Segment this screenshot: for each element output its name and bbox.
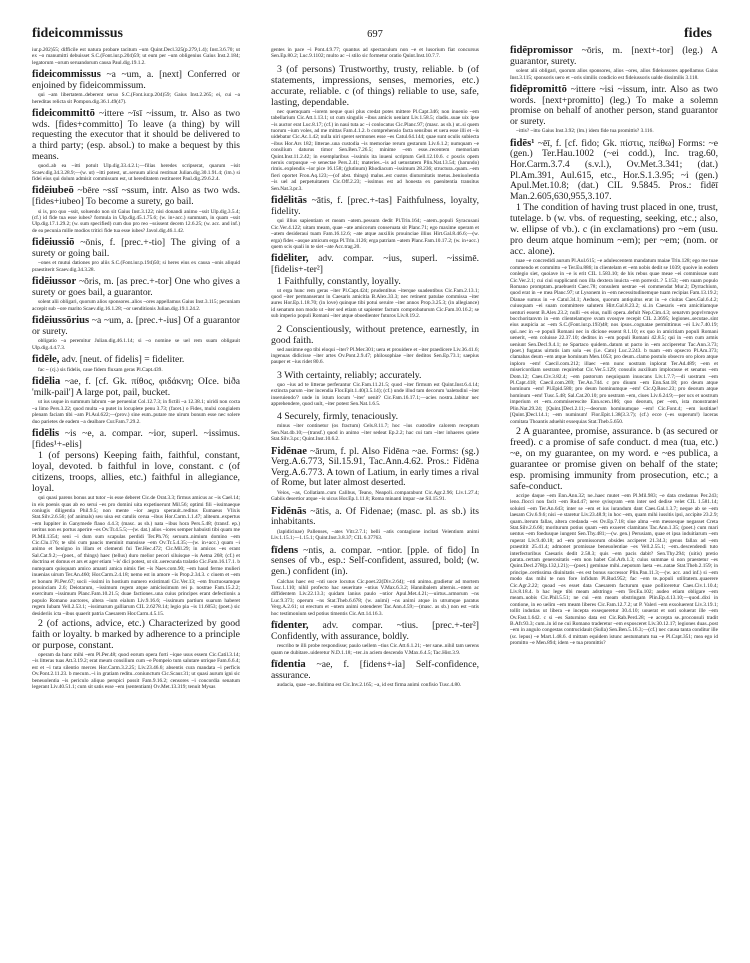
citation-block: si is, pro quo ~ssit, soluendo non sit Gaius Inst.3.122; nisi donandi animo ~ssit Ulp.dig.3.5.4; (cf.) id fide tua esse iubes? formula in Ulp.dig.45.1.75.6; (w. in+acc.) summam, in quam ~ssit Ulp.dig.17.1.29.2; (w. sum specified) cum duo pro reo ~ssissent decem 12.6.25; (w. acc. and inf.) de ea pecunia mille modios tritici fide tua esse iubes? Javol.dig.46.1.42. [32, 208, 240, 234]
definition-text: adv. [neut. of fidelis] = fideliter. [61, 354, 185, 366]
column-3 [510, 46, 718, 651]
entry-definition-line [510, 85, 718, 127]
definition-text: ~ae, f. [fidens+-ia] Self-confidence, assurance. [271, 659, 479, 681]
definition-text: ~bēre ~ssī ~ssum, intr. Also as two wds. [fides+iubeo] To become a surety, go bail. [32, 185, 240, 207]
entry-definition-line [271, 546, 479, 578]
entry-definition-line [271, 507, 479, 528]
citation-block: iur.p.202)55; difficile est natura probare tacitum ~um Quint.Decl.325(p.279,1.4); Inst.3.6.70; ut ex ~o manumitti debuisset S.C.(Font.iur.p.204)59; ut eum per ~um obligenius Gaius Inst.2.184; legatorum ~orum seruandorum causa Paul.dig.19.1.2. [32, 47, 240, 66]
citation-block: audacia, quae ~ae..finitima est Cic.Inv.2.165; ~a, id est firma animi confisio Tusc.4.80. [277, 682, 462, 689]
entry-definition-line [32, 429, 240, 450]
entry-definition-line [32, 109, 240, 162]
definition-text: ~ntis, a. compar. ~ntior. [pple. of fido] In senses of vb., esp.: Self-confident, assured, bold; (w. gen.) confident (in). [271, 544, 479, 577]
definition-text: ~ae, f. [cf. Gk. πίθος, φιδάκνη; OIce. biða 'milk-pail'] A large pot, pail, bucket. [32, 376, 241, 398]
sense-definition: 1 (of persons) Keeping faith, faithful, constant, loyal, devoted. b faithful in love, constant. c (of citizens, troops, allies, etc.) faithful in allegiance, loyal. [32, 450, 240, 495]
sense-definition: 3 With certainty, reliably; accurately. [277, 369, 422, 381]
dictionary-entry [32, 429, 240, 690]
citation-block: sed ausimne ego tibi eloqui ~iter? Pl.Mer.301; uera et prouidere et ~iter praedicere Liv.36.41.6; ingenuas didicisse ~iter artes Ov.Pont.2.9.47; philosophiae ~iter deditos Sen.Ep.73.1; saepius pauper et ~ius ridet 80.6. [271, 346, 479, 366]
dictionary-entry [271, 254, 479, 319]
definition-text: ~a ~um, a. [prec.+-ius] Of a guarantor or surety. [32, 315, 240, 337]
dictionary-entry [32, 109, 240, 182]
citation-block: rescribo te illi probe respondisse; paulo uellem ~tius Cic.Att.6.1.21; ~ter sane..nihil tam uerens quam ne dubitare..uideretur N.D.1.18; ~ter..in aciem descendo V.Max.6.4.5; Tac.Hist.3.9. [271, 643, 479, 656]
definition-text: ~ittere ~isi ~issum, intr. Also as two words. [next+promitto] (leg.) To make a solemn promise on behalf of another person, stand guarantor or surety. [510, 84, 718, 127]
citation-block: accipe daque ~em Enn.Ann.32; ne..haec mutet ~em Pl.Mil.983; ~e data credamus Per.243; leno..flocci non facit ~em Rud.47; neve qvisqvam ~em inter sed dedise velet CIL 1.581.14; soluisti ~em Ter.An.643; inter se ~em et ius iurandum dant Caes.Gal.1.3.7; neque ab se ~em laesam Civ.6.9.6; nisi ~e staretur Liv.23.48.9; in hoc ~em, quam mihi iussitis ipsi, accipite 23.2.9; quam..iterum fallas, altera credanda ~es Ov.Ep.7.18; siue alma ~em messesque negasset Creta Stat.Silv.2.6.66; moriturum potius quam ~em exueret clamitans Tac.Ann.1.35; (poet.) cum mari uentus ~em foedusque iungent Sen.Thy.481;—(w. gen.) Perusiam, quae et ipsa induitiarum ~em ruperat Liv.9.40.18; ad ~em promissorum obsides acciperet 21.34.3; genus fallax ad ~em praestitit 25.41.4; admonet promissae beneuolentiae ~es Vell.2.55.1; ~em..descendendi tuto interfectoribus Caesaris dedit 2.58.3; quis ~em pacis dabit? Sen.Thy.294; (uitis) pretio parata..certam generositatis ~em non habet Col.Arb.1.3; cuius summae si non praestetur ~es Quint.Decl.278(p.132,l.21);—(poet.) geminae mihi..nepotum laeta ~es..natae Stat.Theb.2.159; in principe..certissima diuinitatis ~es est bonus successor Plin.Pan.11.3;—(w. acc. and inf.) si ~em modo das mihi te non fore infidum Pl.Rud.952; fac ~em te..populi utilitatem..quaerere Cic.Agr.2.22; quoad ~es esset data Caesarem facturum quae polliceretur Caes.Civ.1.10.4; Liv.8.18.4. b hac lege tibi meam adstringo ~em Ter.Eu.102; audeo etiam obligare ~em meam..uobis Cic.Phil.5.51; ne cui ~em meam obstringam Plin.Ep.4.13.10;—quod..dixi in contione, in eo uelim ~em meam liberes Cic.Fam.12.7.2; ut P. Valeri ~em exsoluerent Liv.3.19.1; tollit indutias ut libera ~e incepta exsequeretur 30.4.10; uouerat et uoti soluerat ille ~em Ov.Fast.1.642. c si ~es Saturnino data est Cic.Rab.Perd.28; ~e accepta se..proconsuli tradit B.Afr.93.3; cum..in id ne cui Romano traderetur ~em exposceret Liv.30.12.17; legiones duas..post ~em in angulo congestas contrucidauit (Sulla) Sen.Ben.5.16.3;—(cf.) nec causa tanta conditur ille (sc. lepus) ~e Mart.1.48.6. d mittam equidem istunc aestumatum tua ~e Pl.Capt.351; mea ego id promitto ~e Men.894; idem ~e tua promittis? [510, 492, 718, 647]
definition-text: adv. compar. ~ius, superl. ~issimē. [fidelis+-ter²] [271, 253, 480, 275]
entry-definition-line [271, 660, 479, 681]
citation-block: tuae ~e concredidi aurum Pl.Aul.615; ~e adulescentem mandatum maiae Trin.128; ego me tuae commendo et committo ~e Ter.Eu.886; in clientelam et ~em nobis dedit se 1039; quoive in eodem conlegio siet, quoiave in ~e is erit CIL 1.583.10; de his rebus quae meae ~ei commissae sunt Cic.Ver.2.1; cui ciui supplicanti non illa dextera inuicta ~em porrexit..? 5.153; ~em suam populo Romano promptam..praebuerit Caec.78; consulem uestrae ~ei commendat Mur.2; Dyrrachium, quod erat in ~e mea Planc.97; ut Lysonem in ~em necessitudinemque tuam recipias Fam.13.19.2; Dianae sumus in ~e Catul.34.1; Aeduos, quorum antiquitus erat in ~e ciuitas Caes.Gal.6.4.2; cuiusquam ~ei suam committere salutem Hirt.Gal.8.23.2; si..in Caesaris ~em amicitiamque uenturi essent B.Alex.23.2; nulli ~es eius, nulli opera..defuit Nep.Cim.4.3; senatvm popvlvmqve bocchoritanvm in ~em clientelamqve svam svosqve recepit CIL 2.3695; legiones..secutae..sint eius auspicia ac ~em S.C.(Font.iur.p.193)48; nos ipsos..cognatae permittimus ~ei Liv.7.40.19; qui..nec in ~e populi Romani nec in dicione essent 8.1.10; ex quo in amicitiam populi Romani uenerit, ~em coluisse 22.37.10; deditos in ~em populi Romani 42.8.5; qui in ~em cum armis ueniunt Sen.Decl.9.4.1; ne Spartaco quidem..datum ut pacto in ~em acciperetur Tac.Ann.3.73; (poet.) fugatas uirtutis iam sola ~es (i.e. Cato) Luc.2.243. b tuam ~em opsecro Pl.Am.373; clamabas deum ~em atque hominum Men.1053; pro deum..clamo postulo obsecro oro ploro atque inploro ~em! Caecil.com.212; illaec ~em nunc uostram inplorat Ter.Ad.489; ~em et misericordiam uestram requirebat Cic.Ver.5.129; consulis auxilium implorasse et senatus ~em Dom.12; Caes.Civ.3.82.4; ~em pastorum nequiquam inuocans Liv.1.7.7;—di uostram ~em Pl.Capt.418; Caecil.com.269; Ter.An.744. c pro diuum ~em Enn.Sat.18; pro deum atque hominum ~em! Pl.Epid.580; pro deum hominumque ~em! Cic.Q.Rosc.23; pro deorum atque hominum ~em! Tusc.5.48; Sal.Cat.20.10; pro uestram ~em, ciues Liv.6.24.9;—per ucs et uostrum imperium et ~em..commiserescite Enn.scen.186; quo deorum, per ~em, ista monstrantel Plin.Nat.29.24; [Quint.]Decl.2.11;—deorum hominumque ~em! Cic.Font.4; ~em iustitiae! [Quint.]Decl.14.1; ~em numinum! Flor.Epit.1.38(3.3.7); (cf.) ecce (~es superum!) laceras comitata Thoantis aduehit exsequias Stat.Theb.5.650. [510, 258, 718, 425]
headword: fidēpromissor [510, 45, 573, 56]
definition-text: ~ōnis, f. [prec.+-tio] The giving of a surety or going bail. [32, 237, 240, 259]
headword: Fidēnae [271, 445, 307, 457]
sense-definition: 3 (of persons) Trustworthy, trusty, reliable. b (of statements, impressions, senses, memories, etc.) accurate, reliable. c (of things) reliable to use, safe, lasting, dependable. [271, 63, 479, 108]
headword: fīdenter, [271, 620, 309, 631]
definition-text: ~a ~um, a. [next] Conferred or enjoined by fideicommissum. [32, 69, 241, 91]
dictionary-entry [271, 411, 479, 442]
citation-block: ~ittis? ~itto Gaius Inst.3.92; (lm.) idem fide tua promittis? 3.116. [516, 128, 654, 135]
citation-block: qui quasi parens bonus aut tutor ~is esse deberet Cic.de Orat.3.3; firmus amicus ac ~is Cael.14; in eis poenis quas ab eo serui ~es pro domini uita expetiuerunt Mil.56; optimi fili ~issimaeque coniugis diligentia Phil.9.5; non mente ~ior aegra sperauit..reditus Eumaeus Vlixis Stat.Silv.2.6.56; (of animals) seu uisa est catulis cerua ~ibus Hor.Carm.1.1.47; aliteum..expertus ~em Iuppiter in Ganymede flauo 4.4.3; (masc. as sb.) nata ~ibus hora Pers.5.48; (transf. ep.) ueritus non es portus aperire ~es Ov.Tr.4.5.5;—(w. dat.) alios ~iores semper habuisti tibi quam me Pl.Mil.1354; seni ~i dum sum scapulas perdidi Ter.Ph.76; seruum..nimium domino ~em Cic.Clu.176; te sibi cum paucis meminit mansisse ~em Ov.Tr.5.4.35;—(w. in+acc.) quam ~i animo et benigno in illam et clementi fui Ter.Hec.472; Cic.Mil.29; in amicos ~es erant Sal.Cat.9.2;—(poet., of things) haec (tellus) duro melior pecori siluisque ~is Aetna 268; (cf.) et doctrina et domus et ars et ager etiam '~is' dici potest, ut sit..uerecunda tralatio Cic.Fam.16.17.1. b numquam quisquam amico amanti amica nimis fiet ~is Naev.com.90; ~em haud ferme mulieri inuenias uirum Ter.An.460; Hor.Carm.2.4.18; nemo est in amore ~is Prop.2.34.3. c ciuem et ~em et bonum Pl.Per.67; socii ~issimi in hostium numero existimati Cic.Ver.13; ~em fructuosamque prouinciam 2.6; Deiotarum, ~issimum regem atque amicissimum rei p. nostrae Fam.15.2.2; exercitum ~issimum Planc.Fam.10.21.5; duae factiones..una cuius principes erant defectionis a populo Romano auctores, altera ~ium eialum Liv.9.16.6; ~issimum partium suarum haberet regem Iubam Vell.2.53.1; ~issimarum galliarum CIL 2.6278.14; legio pia ~is 11.6053; (poet.) sic desideriis icta ~ibus quaerit patria Caesarem Hor.Carm.4.5.15. [32, 495, 240, 617]
entry-definition-line [32, 355, 240, 366]
citation-block: ut ius usque in summum labrum ~ae perueniat Col.12.7.3; in fictili ~a 12.38.1; uiridi non cocta ~a limo Pers.3.22; quod multa ~a putet in locuplete penu 3.73; (facet.) o Fides, mulsi congialem plenam faciam tibi ~am Pl.Aul.622;—(prov.) sine eum..putare me uirum bonum esse nec solere duo parietes de eadem ~a dealbare Cur.Fam.7.29.2. [32, 399, 240, 425]
dictionary-entry [271, 370, 479, 408]
citation-block: solent alii obligari, quorum alios sponsores, alios ~ores, alios fideiussores appellamus Gaius Inst.3.115; sponsoris uero et ~oris similis condicio est fideiussoris ualde dissimilis 3.118. [510, 68, 718, 81]
dictionary-entry [32, 377, 240, 425]
sense-definition: 1 The condition of having trust placed in one, trust, tutelage. b (w. vbs. of requesting, seeking, etc.; also, w. ellipse of vb.). c (in exclamations) pro ~em (usu. pro deum atque hominum ~em); per ~em; (nom. or acc. alone). [510, 202, 718, 258]
entry-definition-line [510, 139, 718, 203]
definition-text: ~ātis, a. Of Fidenae; (masc. pl. as sb.) its inhabitants. [271, 505, 480, 528]
dictionary-entry [271, 660, 479, 689]
dictionary-entry [271, 196, 479, 250]
definition-text: adv. compar. ~tius. [prec.+-ter²] Confidently, with assurance, boldly. [271, 620, 479, 642]
headword: Fidēnās [271, 505, 307, 517]
dictionary-entry [271, 621, 479, 656]
entry-definition-line [271, 621, 479, 642]
entry-definition-line [32, 277, 240, 298]
headword: fīdens [271, 544, 299, 556]
dictionary-entry [510, 85, 718, 135]
headword: fidēlis [32, 428, 60, 440]
headword: fidēiussōrius [32, 315, 90, 327]
dictionary-entry [32, 47, 240, 66]
citation-block: quod..ab ea ~itti potuit Ulp.dig.33.4.2.1;—filias heredes scripserat, quarum ~isit Scaev.dig.34.3.28.9;—(w. ut) ~itti potest, ut..seruum alicui restituat Julian.dig.30.1.91.4; (im.) si fidei eius qui dolum admisit commissum est, ut hereditatem restitueret Paul.dig.29.6.2.4. [32, 163, 240, 182]
page-number: 697 [367, 29, 383, 40]
dictionary-entry [510, 139, 718, 647]
dictionary-entry [271, 447, 479, 503]
sense-definition: 2 Conscientiously, without pretence, earnestly, in good faith. [271, 323, 479, 346]
entry-definition-line [32, 186, 240, 207]
left-running-head: fideicommissus [32, 26, 123, 41]
citation-block: ut erga hunc rem geras ~iter Pl.Capt.424; prudentibus ~iterque suadentibus Cic.Fam.2.13.1; quod ~iter permanserant in Caesaris amicitia B.Alex.33.3; nec retinent patulae commissa ~iter aures Hor.Ep.1.18.70; (in love) quinque tibi potui seruire ~iter annos Prop.3.25.3; (in allegiance) id senatum non modo ut ~iter sed etiam ut sapienter factum comprobaturum Cic.Fam.10.16.2; se sub imperio populi Romani ~iter atque oboedienter futuros Liv.8.19.2. [271, 287, 479, 320]
headword: fideicommittō [32, 108, 95, 120]
citation-block: Veios, ~as, Collatiam..cum Calibus, Teano, Neapoli..comparabunt Cic.Agr.2.96; Liv.1.27.4; Gabiis desertior atque ~is uicus Hor.Ep.1.11.8; Roma minanti impar ~ae Sil.15.91. [271, 489, 479, 503]
definition-text: ~ēī, f. [cf. fido; Gk. πίστις, πείθω] Forms: ~e (gen.) Ter.Hau.1002 (~ei codd.), Inc. trag.60, Hor.Carm.3.7.4 (s.v.l.), Ov.Met.3.341; (dat.) Pl.Am.391, Aul.615, etc., Hor.S.1.3.95; ~i (gen.) Apul.Met.10.8; (dat.) CIL 9.5845. Pros.: fidēī Man.2.605,630,955,3.107. [510, 137, 718, 202]
entry-definition-line [271, 447, 479, 489]
dictionary-entry [271, 64, 479, 192]
dictionary-entry [32, 355, 240, 373]
entry-definition-line [271, 196, 479, 217]
citation-block: solent alii obligari, quorum alios sponsores..alios ~ores appellamus Gaius Inst.3.115; pecuniam accepit sub ~ore marito Scaev.dig.16.1.28; ~or uenditionis Julian.dig.19.1.24.2. [32, 299, 240, 312]
definition-text: ~is ~e, a. compar. ~ior, superl. ~issimus. [fides¹+-elis] [32, 428, 240, 450]
entry-definition-line [32, 70, 240, 91]
citation-block: Calchas haec est ~nti uoce locutus Cic.poet.22(Div.2.64); ~nti animo..gradietur ad mortem Tusc.1.110; nihil profecto hac seueritate ~ntius V.Max.6.3.2; Hannibalem alternis..~ntem ac diffidentem Liv.22.13.3; quidam lanius paulo ~ntior Apul.Met.4.21;—uirtus..armorum ~ns Luc.9.373; operum ~ns Stat.Theb.6.678; (w. animi) ~ns animi atque in utrumque paratus Verg.A.2.61; ut erectum et ~ntem animi ostenderet Tac.Ann.4.59;—(masc. as sb.) non est ~ntis hoc testimonium sed potius timentis Cic.Att.14.16.3. [271, 578, 479, 617]
headword: fideicommissus [32, 69, 101, 81]
citation-block: obligatio ~a peremitur Julian.dig.46.1.14; si ~o nomine se uel rem suam obligauit Ulp.dig.4.4.7.3. [32, 338, 240, 351]
definition-text: ~ārum, f. pl. Also Fidēna ~ae. Forms: (sg.) Verg.A.6.773, Sil.15.91, Tac.Ann.4.62. Pros.: Fidēna Verg.A.6.773. A town of Latium, in early times a rival of Rome, but later almost deserted. [271, 445, 479, 489]
headword: fidēle, [32, 354, 60, 366]
dictionary-entry [32, 186, 240, 234]
sense-definition: 2 A guarantee, promise, assurance. b (as secured or freed). c a promise of safe conduct. d mea (tua, etc.) ~e, on my guarantee, on my word. e ~es publica, a guarantee or promise given on behalf of the state; esp. promising immunity from prosecution, etc.; a safe-conduct. [510, 425, 718, 492]
definition-text: ~ōris, m. [as prec.+-tor] One who gives a surety or goes bail, a guarantor. [32, 276, 240, 298]
dictionary-entry [271, 47, 479, 60]
column-2 [271, 46, 479, 693]
dictionary-entry [32, 238, 240, 273]
dictionary-entry [271, 546, 479, 617]
citation-block: qui ~am libertatem..deberent seruo S.C.(Font.iur.p.204)59; Gaius Inst.2.265; ei, cui ~a hereditas relicta sit Pompon.dig.36.1.49(47). [32, 92, 240, 105]
headword: fidēliter, [271, 253, 309, 265]
dictionary-entry [271, 324, 479, 366]
dictionary-entry [32, 316, 240, 351]
headword: fīdentia [271, 659, 306, 670]
sense-definition: 2 (of actions, advice, etc.) Characterized by good faith or loyalty. b marked by adherence to a principle or purpose, constant. [32, 617, 240, 651]
citation-block: qui illius sapientiam et meam ~atem..pessum dedit Pl.Trin.164; ~atem..populi Syracusani Cic.Ver.4.122; uitam meam, quae ~ate amicorum conseruata sit Planc.71; ego maxime operam et ~atem desideraui tuam Fam.16.12.6; ~ate atque auxiliis prouinciae illius Hirt.Gal.8.46.6;—(w. erga) fides ~asque amicum erga Pl.Trin.1126; erga patriam ~atem Planc.Fam.10.17.2; (w. in+acc.) quem scis quali in te siet ~ate Acc.trag.20. [271, 218, 479, 250]
definition-text: ~ittere ~īsī ~issum, tr. Also as two wds. [fides+committo] To leave (a thing) by will requesting the executor that it should be delivered to a third party; (esp. absol.) to make a bequest by this means. [32, 108, 240, 162]
column-1 [32, 46, 240, 694]
entry-definition-line [32, 316, 240, 337]
headword: fidēiubeō [32, 185, 74, 197]
citation-block: ~ones et mutui dationes pro aliis S.C.(Font.iur.p.194)50; si heres eius ex causa ~onis aliquid praestiterit Scaev.dig.34.3.28. [32, 260, 240, 273]
dictionary-entry [32, 70, 240, 105]
citation-block: minus ~iter continetur (os fractum) Cels.8.11.7; hoc ~ius custodire calorem receptum Sen.Nat.4b.10;—(transf.) quod in animo ~iter sedeat Ep.2.2; hac cui tam ~iter inhaeres quiete Stat.Silv.3.pr.; Quint.Inst.10.6.2. [271, 423, 479, 443]
headword: fidēpromittō [510, 84, 567, 95]
entry-definition-line [510, 46, 718, 67]
sense-definition: 4 Securely, firmly, tenaciously. [277, 411, 399, 423]
citation-block: fac ~ (cj.) sis fidelis, caue fidem fluxam geras Pl.Capt.439. [38, 366, 163, 373]
dictionary-entry [271, 507, 479, 542]
entry-definition-line [271, 254, 479, 275]
definition-text: ~ātis, f. [prec.+-tas] Faithfulness, loyalty, fidelity. [271, 195, 479, 217]
citation-block: quo ~ius ad te litterae perferantur Cic.Fam.11.21.5; quod ~iter firmum est Quint.Inst.6.4.14; extincta parum ~iter incendia Flor.Epit.1.40(3.5.14); (cf.) unde illud tam decorum 'ualetudini ~iter inseruiendo'? unde in istum locum '~iter' uenit? Cic.Fam.16.17.1;—acies nostra..labitur nec apprehendere, quod uult, ~iter potest Sen.Nat.1.6.5. [271, 381, 479, 407]
headword: fidēlitās [271, 195, 307, 207]
sense-definition: 1 Faithfully, constantly, loyally. [277, 275, 401, 287]
headword: fidēlia [32, 376, 61, 388]
citation-block: nec quemquam ~iorem neque quoi plus credat potes mittere Pl.Capt.346; non inuenio ~em tabellarium Cic.Att.1.13.1; ut cum singulis ~ibus amicis ueniant Liv.1.58.5; cladis..suae uix ipse ~is auctor erat Luc.8.17; (cf.) in naui tuta ac ~i conlocatus Cic.Planc.97; (masc. as sb.) ut..si quem tuorum ~ium voles, ad me mittas Fam.4.1.2. b comprehensio facta sensibus et uera esse illi et ~is uidebatur Cic.Ac.1.42; nulla uiri speret sermones esse ~es Catul.64.144; quae sunt oculis subiecta ~ibus Hor.Ars 182; litterae..una custodia ~is memoriae rerum gestarum Liv.6.1.2; numquam ~e consilium daturus timor Sen.Ben.7.26.5; minime ~em esse..recentem memoriam Quint.Inst.11.2.42; in exemplaribus ~issimis ita inueni scriptum Gell.12.10.6. c poscis opem neruis corpusque ~e senectae Pers.2.41; materies..~is ad uetustatem Plin.Nat.13.54; (harundo) rimis..explendis ~ior pice 16.158; (glutinum) Rhodiacum ~issimum 28.236; structura..quam..~em fieri oportet Fron.Aq.123;—(of abst. things) malus..est custos diuturnitatis metus..beniuolentia ~is uel ad perpetuitatem Cic.Off.2.23; ~issimus est ad honesta ex paenitentia transitus Sen.Nat.3.pr.3. [271, 108, 479, 192]
dictionary-entry [510, 46, 718, 81]
headword: fidēs¹ [510, 137, 535, 149]
right-running-head: fides [684, 26, 712, 41]
citation-block: operam da hanc mihi ~em Pl.Per.48; quod eorum opera forti ~ique usus essem Cic.Catil.3.14; ~is litteras tuas Att.3.19.2; erat meum consilium cum ~e Pompeio tum salutare utrique Fam.6.6.4; est et ~i tuta silentio merces Hor.Carm.3.2.25; Liv.23.46.6; absentis cura mandata ~i perficis Ov.Pont.2.11.23. b mecum..~i in gratiam reditu..coniunctum Cic.Scaur.31; ut quasi aurum igni sic beneuolentia ~is periculo aliquo perspici possit Fam.9.16.2; censores ~i concordia senatum legerant Liv.40.51.1; cum sit satis esse ~em (sententiam) Ov.Met.13.319; tenuit Mysas [32, 651, 240, 690]
entry-definition-line [32, 238, 240, 259]
definition-text: ~ōris, m. [next+-tor] (leg.) A guarantor, surety. [510, 45, 718, 67]
headword: fidēiussor [32, 276, 77, 288]
headword: fidēiussiō [32, 237, 75, 249]
dictionary-entry [32, 277, 240, 312]
entry-definition-line [32, 377, 240, 398]
citation-block: (lapidicinae) Pallenses, ~ates Vitr.2.7.1; belli ~atis contagione incitati Veientium animi Liv.1.15.1;—1.15.1; Quint.Inst.3.8.37; CIL 6.37763. [271, 528, 479, 542]
citation-block: gentes in pace ~i Pont.4.9.77; quantus ad spectaculum non ~e et lusorium fiat concursus Sen.Ep.80.2; Luc.9.1102; multo ac ~i stilo sic formetur oratio Quint.Inst.10.7.7. [271, 47, 479, 60]
